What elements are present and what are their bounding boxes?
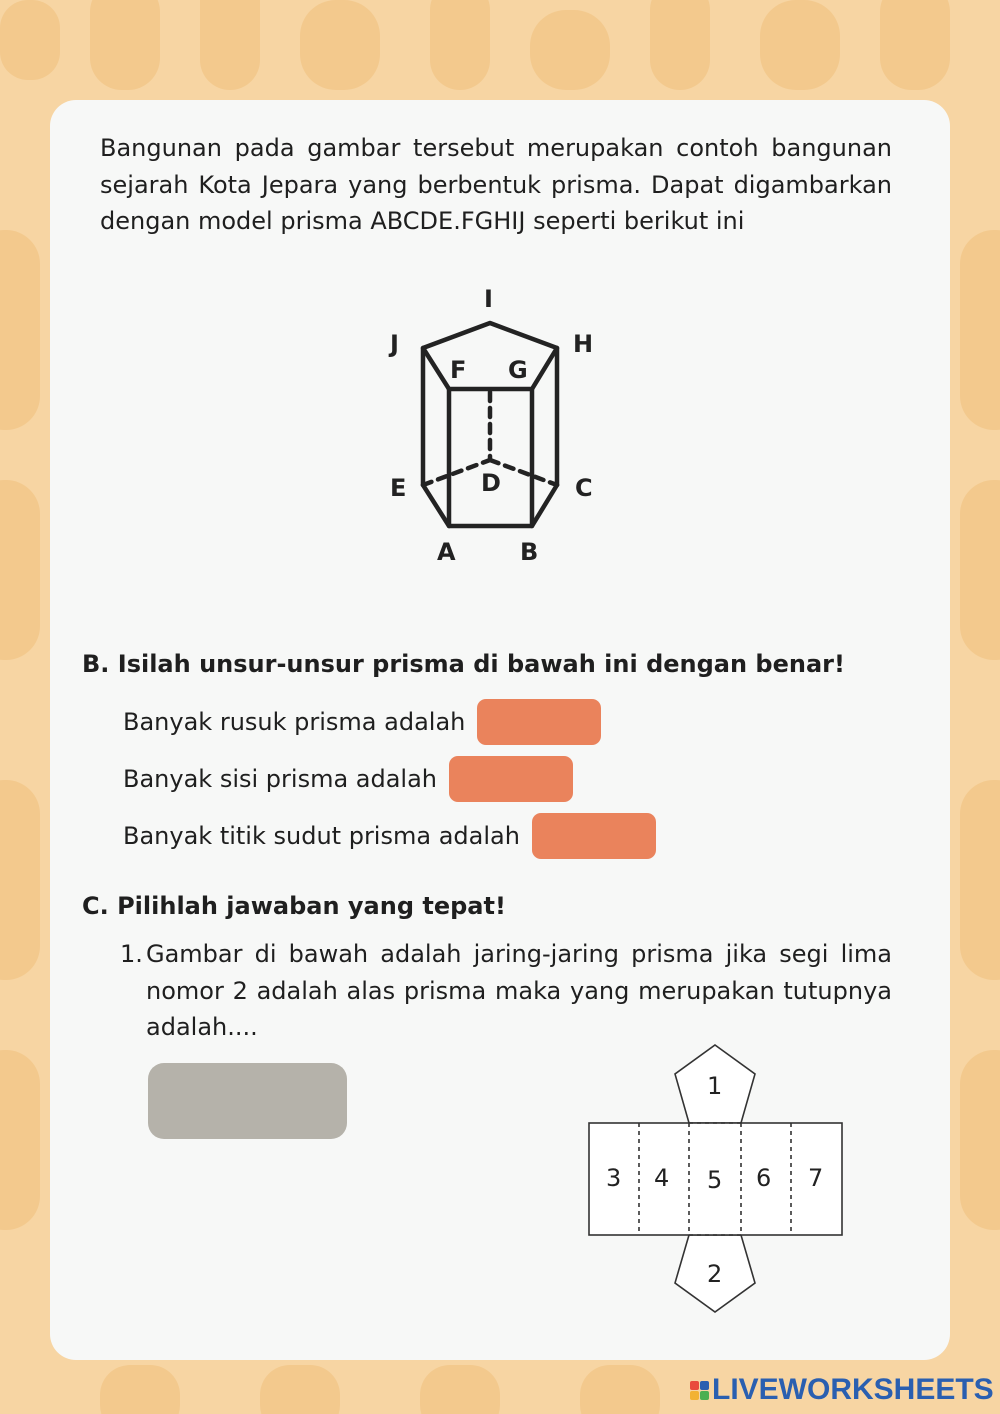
question-1-number: 1. xyxy=(120,940,143,968)
vertices-question-label: Banyak titik sudut prisma adalah xyxy=(123,822,520,850)
edges-question-row xyxy=(123,698,601,746)
vertex-label-j: J xyxy=(390,330,399,358)
question-1-text: Gambar di bawah adalah jaring-jaring prisma jika segi lima nomor 2 adalah alas prisma maka yang merupakan tutupnya adalah.... xyxy=(146,940,892,1041)
vertex-label-a: A xyxy=(437,538,456,566)
vertices-answer-box[interactable] xyxy=(532,813,656,859)
vertices-question-row xyxy=(123,812,656,860)
prism-net-diagram xyxy=(585,1040,845,1320)
net-face-6-label: 6 xyxy=(756,1164,772,1192)
vertex-label-d: D xyxy=(481,469,501,497)
liveworksheets-logo-icon xyxy=(690,1381,709,1400)
net-face-1-label: 1 xyxy=(707,1072,723,1100)
net-face-7-label: 7 xyxy=(808,1164,824,1192)
section-c-heading: C. Pilihlah jawaban yang tepat! xyxy=(82,892,506,920)
faces-question-row xyxy=(123,755,573,803)
section-b-heading: B. Isilah unsur-unsur prisma di bawah ini dengan benar! xyxy=(82,650,845,678)
liveworksheets-logo[interactable] xyxy=(690,1372,994,1408)
prism-hidden-edge-ed xyxy=(423,460,490,485)
vertex-label-e: E xyxy=(390,474,407,502)
vertex-label-c: C xyxy=(575,474,593,502)
answer-dropdown[interactable] xyxy=(148,1063,347,1139)
net-face-4-label: 4 xyxy=(654,1164,670,1192)
prism-top-face xyxy=(423,323,557,389)
faces-answer-box[interactable] xyxy=(449,756,573,802)
prism-diagram xyxy=(380,280,610,570)
vertex-label-g: G xyxy=(508,356,528,384)
edges-question-label: Banyak rusuk prisma adalah xyxy=(123,708,466,736)
vertex-label-b: B xyxy=(520,538,539,566)
net-face-2-label: 2 xyxy=(707,1260,723,1288)
net-face-5-label: 5 xyxy=(707,1166,723,1194)
question-1 xyxy=(120,936,892,1046)
liveworksheets-logo-text: LIVEWORKSHEETS xyxy=(712,1373,994,1406)
intro-paragraph: Bangunan pada gambar tersebut merupakan contoh bangunan sejarah Kota Jepara yang berbentuk prisma. Dapat digambarkan dengan model prisma ABCDE.FGHIJ seperti berikut ini xyxy=(100,134,892,235)
vertex-label-i: I xyxy=(484,285,493,313)
edges-answer-box[interactable] xyxy=(477,699,601,745)
net-face-3-label: 3 xyxy=(606,1164,622,1192)
faces-question-label: Banyak sisi prisma adalah xyxy=(123,765,438,793)
vertex-label-h: H xyxy=(573,330,594,358)
vertex-label-f: F xyxy=(450,356,467,384)
